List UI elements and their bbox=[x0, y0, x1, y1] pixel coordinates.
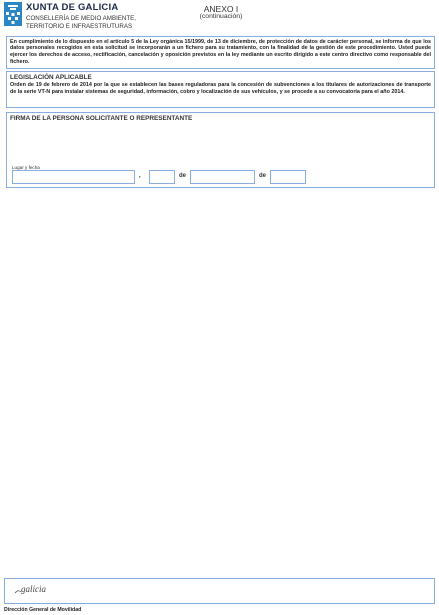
month-field[interactable] bbox=[190, 170, 255, 184]
year-field[interactable] bbox=[270, 170, 306, 184]
legislation-section bbox=[6, 71, 435, 108]
department-name bbox=[26, 15, 136, 30]
department-line-2: TERRITORIO E INFRAESTRUTURAS bbox=[26, 22, 133, 30]
privacy-notice: En cumplimiento de lo dispuesto en el artículo 5 de la Ley orgánica 15/1999, de 13 de diciembre, de protección de datos de carácter personal, se informa de que los datos personales recogidos en esta solicitud se incorporarán a un fichero para su tratamiento, con la finalidad de la gestión de este procedimiento. Usted puede ejercer los derechos de acceso, rectificación, cancelación y oposición previstos en la ley mediante un escrito dirigido a este centro directivo como responsable del fichero. bbox=[6, 36, 435, 69]
xunta-logo-icon bbox=[4, 2, 22, 26]
galicia-logo bbox=[14, 581, 54, 602]
annex-subtitle: (continuación) bbox=[199, 13, 243, 20]
annex-title: ANEXO I bbox=[203, 4, 239, 14]
galicia-wave-icon bbox=[14, 581, 54, 597]
de-separator-1: de bbox=[179, 173, 187, 179]
legislation-title: LEGISLACIÓN APLICABLE bbox=[10, 74, 92, 81]
footer-box bbox=[4, 578, 435, 604]
legislation-text: Orden de 19 de febrero de 2014 por la que se establecen las bases reguladoras para la concesión de subvenciones a los titulares de autorizaciones de transporte de la serie VT-N para instalar sistemas de seguridad, información, cobro y localización de sus vehículos, y se procede a su convocatoria para el año 2014. bbox=[10, 82, 431, 95]
day-field[interactable] bbox=[149, 170, 175, 184]
directorate-name: Dirección General de Movilidad bbox=[4, 607, 82, 613]
place-field[interactable] bbox=[12, 170, 135, 184]
signature-title: FIRMA DE LA PERSONA SOLICITANTE O REPRESENTANTE bbox=[10, 115, 193, 122]
department-line-1: CONSELLERÍA DE MEDIO AMBIENTE, bbox=[26, 15, 137, 22]
galicia-logo-text: galicia bbox=[21, 584, 46, 594]
comma-separator: , bbox=[139, 173, 141, 179]
brand-name: XUNTA DE GALICIA bbox=[26, 2, 119, 13]
place-date-label: Lugar y fecha bbox=[12, 165, 40, 170]
de-separator-2: de bbox=[259, 173, 267, 179]
